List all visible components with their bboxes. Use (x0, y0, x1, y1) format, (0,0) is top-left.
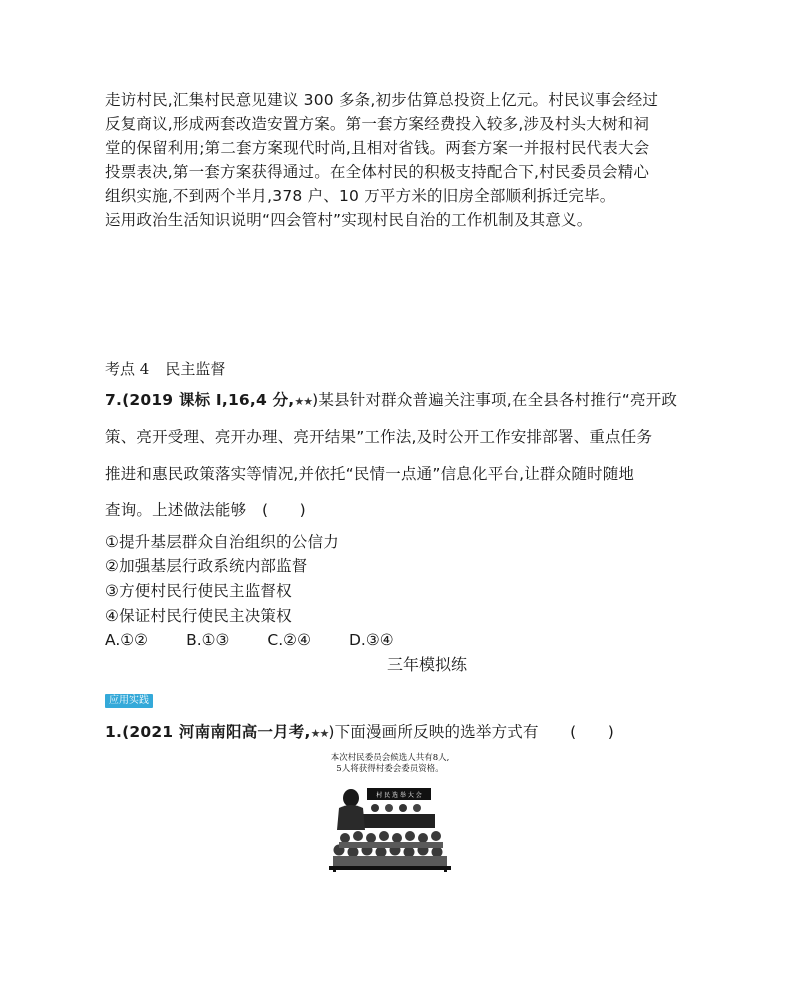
question-7-line-4: 查询。上述做法能够 ( ) (105, 501, 306, 519)
option-d: D.③④ (348, 631, 394, 649)
statement-4: ④保证村民行使民主决策权 (105, 607, 292, 625)
official-head (371, 804, 379, 812)
question-1-line (105, 722, 614, 744)
practice-title: 三年模拟练 (386, 655, 467, 674)
question-7-text-1: )某县针对群众普遍关注事项,在全县各村推行“亮开政 (312, 391, 678, 409)
banner-text: 村 民 选 举 大 会 (376, 792, 422, 799)
question-7-line-1 (105, 390, 677, 412)
passage-line-1: 走访村民,汇集村民意见建议 300 多条,初步估算总投资上亿元。村民议事会经过 (105, 91, 659, 109)
option-c: C.②④ (267, 631, 311, 649)
section-tag: 应用实践 (105, 694, 153, 708)
question-7-source: 7.(2019 课标 Ⅰ,16,4 分, (105, 391, 295, 409)
passage-line-2: 反复商议,形成两套改造安置方案。第一套方案经费投入较多,涉及村头大树和祠 (105, 115, 650, 133)
question-7-line-2: 策、亮开受理、亮开办理、亮开结果”工作法,及时公开工作安排部署、重点任务 (105, 428, 653, 446)
bench (329, 866, 451, 870)
section-heading (105, 359, 225, 379)
speaker-head (343, 789, 359, 807)
official-head (399, 804, 407, 812)
comic-caption-line-1: 本次村民委员会候选人共有8人, (330, 753, 450, 763)
passage-question: 运用政治生活知识说明“四会管村”实现村民自治的工作机制及其意义。 (105, 211, 593, 229)
passage-line-3: 堂的保留利用;第二套方案现代时尚,且相对省钱。两套方案一并报村民代表大会 (105, 139, 650, 157)
option-b: B.①③ (186, 631, 230, 649)
statement-3: ③方便村民行使民主监督权 (105, 582, 292, 600)
question-7-line-3: 推进和惠民政策落实等情况,并依托“民情一点通”信息化平台,让群众随时随地 (105, 465, 635, 483)
comic-caption-line-2: 5人将获得村委会委员资格。 (336, 764, 444, 774)
question-1-source: 1.(2021 河南南阳高一月考, (105, 723, 311, 741)
statement-2: ②加强基层行政系统内部监督 (105, 557, 308, 575)
stage-table (355, 814, 435, 828)
question-1-text: )下面漫画所反映的选举方式有 ( ) (328, 723, 614, 741)
answer-options (105, 630, 432, 650)
election-cartoon (325, 752, 455, 872)
section-name: 民主监督 (165, 360, 226, 378)
option-a: A.①② (105, 631, 149, 649)
official-head (385, 804, 393, 812)
section-number: 考点 4 (105, 360, 150, 378)
official-head (413, 804, 421, 812)
difficulty-stars-icon: ★★ (310, 727, 329, 740)
statement-1: ①提升基层群众自治组织的公信力 (105, 533, 339, 551)
passage-line-4: 投票表决,第一套方案获得通过。在全体村民的积极支持配合下,村民委员会精心 (105, 163, 650, 181)
difficulty-stars-icon: ★★ (294, 395, 313, 408)
passage-line-5: 组织实施,不到两个半月,378 户、10 万平方米的旧房全部顺利拆迁完毕。 (105, 187, 616, 205)
speaker-body (337, 805, 365, 830)
